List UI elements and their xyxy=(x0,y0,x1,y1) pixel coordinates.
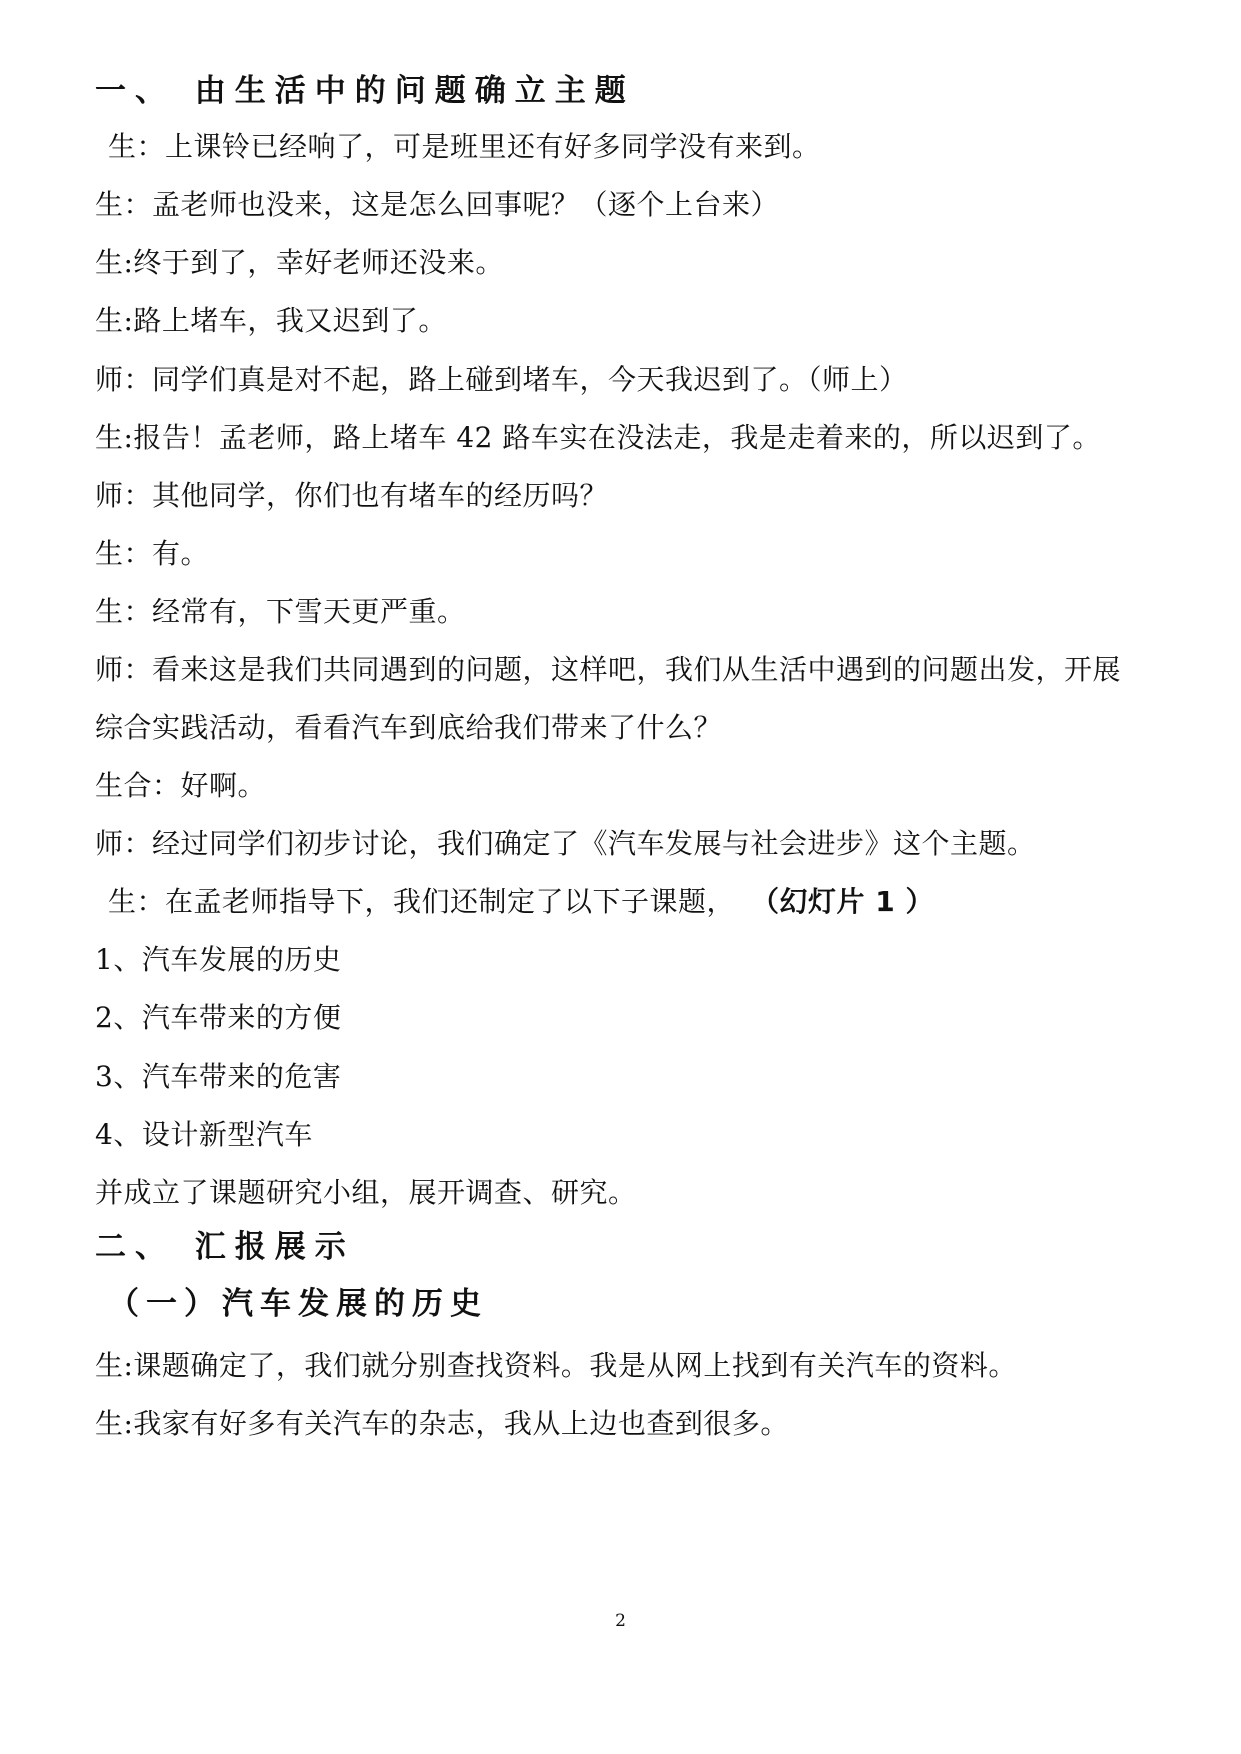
dialogue-line: 生:课题确定了，我们就分别查找资料。我是从网上找到有关汽车的资料。 xyxy=(95,1349,1017,1382)
dialogue-line: 师：经过同学们初步讨论，我们确定了《汽车发展与社会进步》这个主题。 xyxy=(95,827,1036,860)
dialogue-line: 生合：好啊。 xyxy=(95,769,267,802)
dialogue-line: 师：看来这是我们共同遇到的问题，这样吧，我们从生活中遇到的问题出发，开展 xyxy=(95,653,1122,686)
dialogue-line: 生:我家有好多有关汽车的杂志，我从上边也查到很多。 xyxy=(95,1407,789,1440)
dialogue-line: 师：同学们真是对不起，路上碰到堵车，今天我迟到了。（师上） xyxy=(95,363,908,396)
list-item: 3、汽车带来的危害 xyxy=(95,1060,342,1093)
dialogue-line: 生：经常有，下雪天更严重。 xyxy=(95,595,466,628)
dialogue-line: 生:终于到了，幸好老师还没来。 xyxy=(95,246,504,279)
dialogue-line: 生：有。 xyxy=(95,537,210,570)
dialogue-line: 生：上课铃已经响了，可是班里还有好多同学没有来到。 xyxy=(108,130,821,163)
slide-tag: （幻灯片 1 ） xyxy=(765,885,934,918)
dialogue-text: 生：在孟老师指导下，我们还制定了以下子课题， xyxy=(108,885,736,918)
page-number: 2 xyxy=(615,1611,626,1631)
dialogue-line: 生:报告！孟老师，路上堵车 42 路车实在没法走，我是走着来的，所以迟到了。 xyxy=(95,421,1101,454)
subsection-heading: （一）汽车发展的历史 xyxy=(108,1286,488,1322)
list-item: 2、汽车带来的方便 xyxy=(95,1001,342,1034)
dialogue-line: 生：孟老师也没来，这是怎么回事呢？（逐个上台来） xyxy=(95,188,780,221)
dialogue-line: 生:路上堵车，我又迟到了。 xyxy=(95,304,447,337)
dialogue-line xyxy=(108,884,934,920)
list-item: 1、汽车发展的历史 xyxy=(95,943,342,976)
dialogue-line: 并成立了课题研究小组，展开调查、研究。 xyxy=(95,1176,637,1209)
section-heading-2: 二、 汇报展示 xyxy=(95,1229,355,1265)
dialogue-line: 师：其他同学，你们也有堵车的经历吗？ xyxy=(95,479,609,512)
dialogue-line: 综合实践活动，看看汽车到底给我们带来了什么？ xyxy=(95,711,723,744)
section-heading-1: 一、 由生活中的问题确立主题 xyxy=(95,73,635,109)
list-item: 4、设计新型汽车 xyxy=(95,1118,313,1151)
